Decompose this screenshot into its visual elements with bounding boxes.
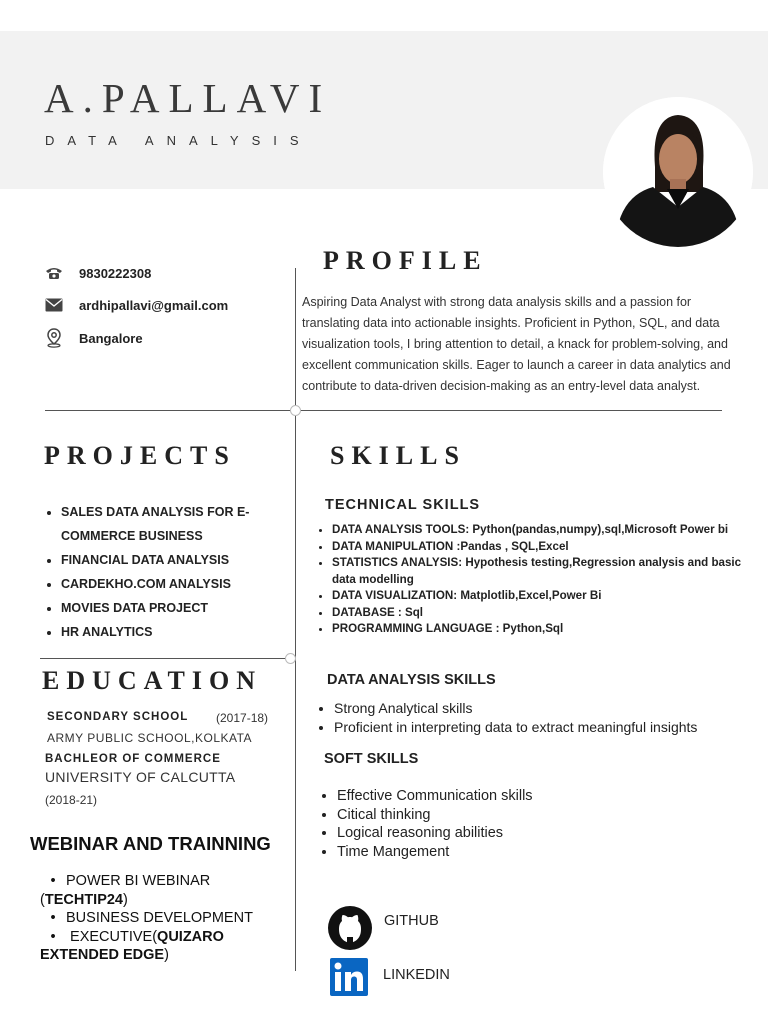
list-item: • CARDEKHO.COM ANALYSIS [61,572,281,596]
university-name: UNIVERSITY OF CALCUTTA [45,769,236,785]
phone-number: 9830222308 [79,265,152,281]
linkedin-link[interactable]: LINKEDIN [383,967,450,983]
list-item: • Effective Communication skills [337,787,533,806]
list-item: • FINANCIAL DATA ANALYSIS [61,548,281,572]
email-address: ardhipallavi@gmail.com [79,297,229,313]
contact-email[interactable] [44,295,229,315]
soft-skills-list [319,787,533,861]
candidate-role: DATA ANALYSIS [45,133,312,148]
data-analysis-skills-heading: DATA ANALYSIS SKILLS [327,672,496,688]
list-item: • DATABASE : Sql [332,605,752,622]
technical-skills-list [314,522,752,638]
list-item: • DATA ANALYSIS TOOLS: Python(pandas,numpy),sql,Microsoft Power bi [332,522,752,539]
education-heading: EDUCATION [42,666,262,695]
profile-heading: PROFILE [323,246,488,275]
list-item: • STATISTICS ANALYSIS: Hypothesis testing,Regression analysis and basic data modelling [332,555,752,588]
phone-icon [44,263,64,283]
list-item: • Time Mangement [337,843,533,862]
linkedin-icon[interactable] [330,958,368,996]
skills-heading: SKILLS [330,441,466,470]
list-item: • POWER BI WEBINAR [50,873,211,889]
divider-node [290,405,301,416]
list-item: • SALES DATA ANALYSIS FOR E-COMMERCE BUSINESS [61,500,281,548]
profile-summary: Aspiring Data Analyst with strong data analysis skills and a passion for translating data into actionable insights. Proficient in Python, SQL, and data visualization tools, I bring attention to detail, a knack for problem-solving, and excellent communication skills. Eager to launch a career in data analytics and contribute to data-driven decision-making as an entry-level data analyst. [302,295,731,393]
projects-list [44,500,281,644]
education-divider [40,658,290,659]
divider-node [285,653,296,664]
degree-years: (2018-21) [45,793,98,807]
location-text: Bangalore [79,330,143,346]
list-item: • Strong Analytical skills [334,699,697,718]
projects-heading: PROJECTS [44,441,236,470]
webinar-list [40,872,290,965]
github-link[interactable]: GITHUB [384,913,439,929]
list-item: • DATA VISUALIZATION: Matplotlib,Excel,Power Bi [332,588,752,605]
soft-skills-heading: SOFT SKILLS [324,751,419,767]
list-item: • EXECUTIVE(QUIZARO EXTENDED EDGE) [40,928,224,963]
list-item: • MOVIES DATA PROJECT [61,596,281,620]
school-years: (2017-18) [216,711,269,725]
location-pin-icon [44,328,64,348]
list-item: • Logical reasoning abilities [337,824,533,843]
contact-phone[interactable] [44,263,152,283]
list-item: (TECHTIP24) [40,891,128,908]
profile-photo [603,97,753,247]
data-analysis-skills-list [316,699,697,736]
vertical-divider [295,268,296,971]
contact-location [44,328,143,348]
webinar-heading: WEBINAR AND TRAINNING [30,833,271,854]
github-icon[interactable] [327,905,373,951]
horizontal-divider [45,410,722,411]
list-item: • HR ANALYTICS [61,620,281,644]
school-label: SECONDARY SCHOOL [47,711,189,723]
candidate-name: A.PALLAVI [44,75,332,121]
list-item: • Proficient in interpreting data to extract meaningful insights [334,718,697,737]
technical-skills-heading: TECHNICAL SKILLS [325,497,481,513]
list-item: • PROGRAMMING LANGUAGE : Python,Sql [332,621,752,638]
mail-icon [44,295,64,315]
list-item: • DATA MANIPULATION :Pandas , SQL,Excel [332,539,752,556]
degree-label: BACHLEOR OF COMMERCE [45,753,221,765]
list-item: • BUSINESS DEVELOPMENT [50,910,253,926]
list-item: • Citical thinking [337,806,533,825]
school-name: ARMY PUBLIC SCHOOL,KOLKATA [47,731,253,745]
